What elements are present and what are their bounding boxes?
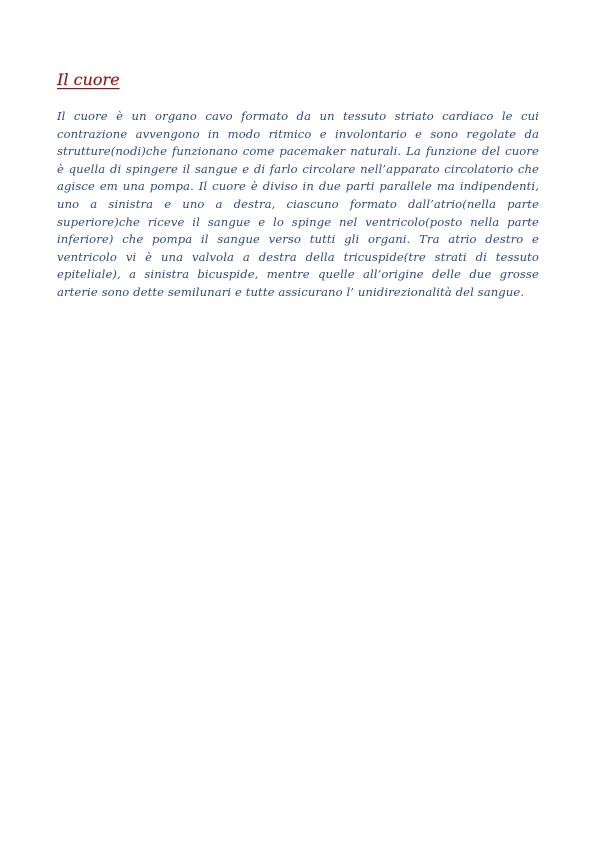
document-title: Il cuore [57,70,120,89]
body-paragraph: Il cuore è un organo cavo formato da un tessuto striato cardiaco le cui contrazione avvengono in modo ritmico e involontario e sono regolate da strutture(nodi)che funzionano come pacemaker naturali. La funzione del cuore è quella di spingere il sangue e di farlo circolare nell’apparato circolatorio che agisce em una pompa. Il cuore è diviso in due parti parallele ma indipendenti, uno a sinistra e uno a destra, ciascuno formato dall’atrio(nella parte superiore)che riceve il sangue e lo spinge nel ventricolo(posto nella parte inferiore) che pompa il sangue verso tutti gli organi. Tra atrio destro e ventricolo vi è una valvola a destra della tricuspide(tre strati di tessuto epiteliale), a sinistra bicuspide, mentre quelle all’origine delle due grosse arterie sono dette semilunari e tutte assicurano l’ unidirezionalità del sangue. [57,109,539,299]
